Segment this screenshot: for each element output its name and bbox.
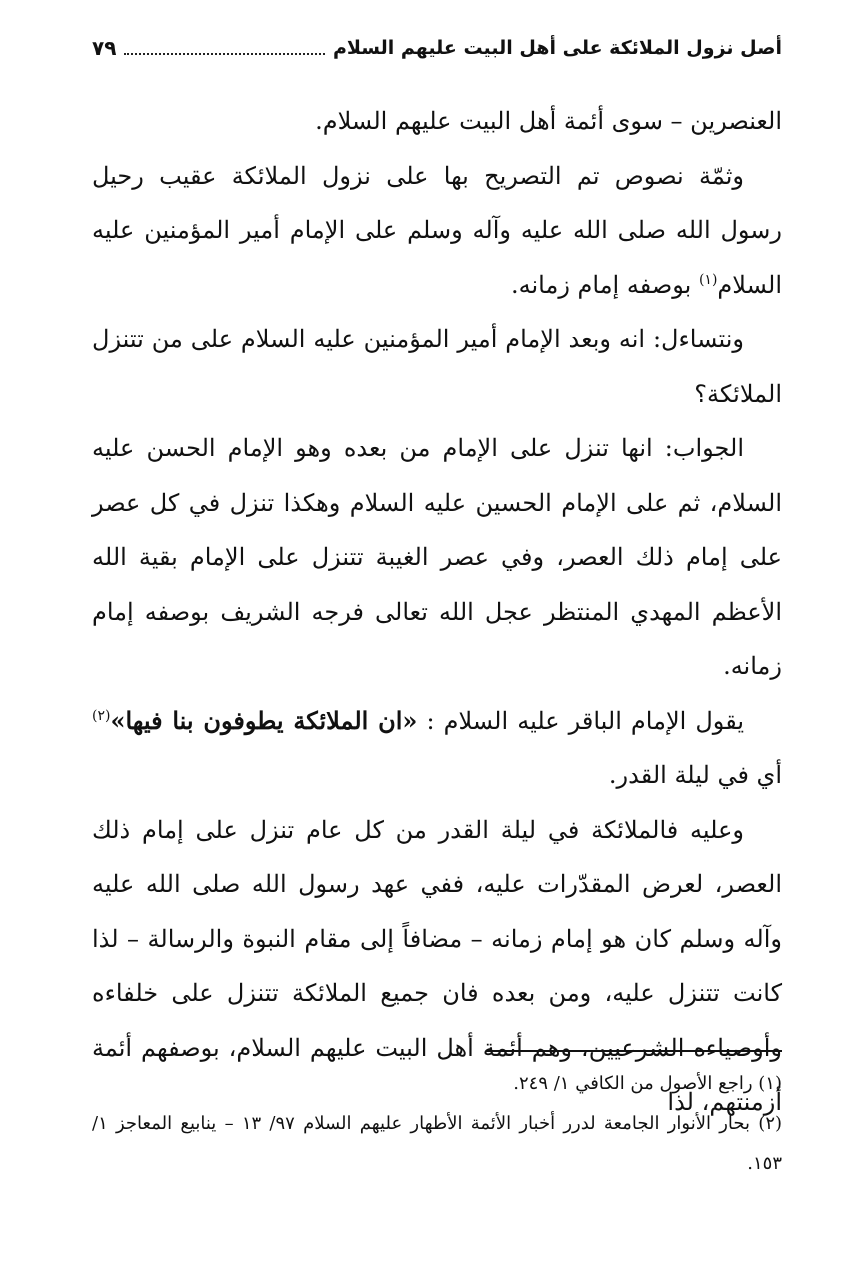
paragraph-6: وعليه فالملائكة في ليلة القدر من كل عام تنزل على إمام ذلك العصر، لعرض المقدّرات عليه، ففي عهد رسول الله صلى الله عليه وآله وسلم كان هو إمام زمانه – مضافاً إلى مقام النبوة والرسالة – لذا كانت تتنزل عليه، ومن بعده فان جميع الملائكة تتنزل على خلفاءه وأوصياءه الشرعيين، وهم أئمة أهل البيت عليهم السلام، بوصفهم أئمة أزمنتهم، لذا <box>92 815 783 1116</box>
header-leader-dots <box>124 53 325 55</box>
paragraph-3: ونتساءل: انه وبعد الإمام أمير المؤمنين عليه السلام على من تتنزل الملائكة؟ <box>92 325 782 408</box>
paragraph-5-tail: أي في ليلة القدر. <box>608 761 782 789</box>
footnote-ref-2: (٢) <box>92 707 111 724</box>
paragraph-5 <box>92 694 782 803</box>
paragraph-2 <box>92 149 782 313</box>
hadith-quote: «ان الملائكة يطوفون بنا فيها» <box>110 705 418 735</box>
paragraph-1: العنصرين – سوى أئمة أهل البيت عليهم السلام. <box>315 107 782 135</box>
footnote-divider <box>486 1050 782 1052</box>
footnote-1: (١) راجع الأصول من الكافي ١/ ٢٤٩. <box>513 1073 782 1094</box>
paragraph-2-tail: بوصفه إمام زمانه. <box>510 270 699 299</box>
footnote-2: (٢) بحار الأنوار الجامعة لدرر أخبار الأئمة الأطهار عليهم السلام ٩٧/ ١٣ – ينابيع المعاجز ١/ ١٥٣. <box>92 1113 783 1174</box>
paragraph-2-text: وثمّة نصوص تم التصريح بها على نزول الملائكة عقيب رحيل رسول الله صلى الله عليه وآله وسلم على الإمام أمير المؤمنين عليه السلام <box>92 161 782 299</box>
paragraph-4: الجواب: انها تنزل على الإمام من بعده وهو الإمام الحسن عليه السلام، ثم على الإمام الحسين عليه السلام وهكذا تنزل في كل عصر على إمام ذلك العصر، وفي عصر الغيبة تتنزل على الإمام بقية الله الأعظم المهدي المنتظر عجل الله تعالى فرجه الشريف بوصفه إمام زمانه. <box>92 434 782 680</box>
running-header <box>92 28 782 68</box>
page-number: ٧٩ <box>92 36 117 60</box>
footnotes <box>92 1064 782 1184</box>
main-text <box>92 94 782 1130</box>
paragraph-5-lead: يقول الإمام الباقر عليه السلام : <box>417 706 745 735</box>
running-title: أصل نزول الملائكة على أهل البيت عليهم السلام <box>332 37 782 59</box>
footnote-ref-1: (١) <box>698 271 718 288</box>
